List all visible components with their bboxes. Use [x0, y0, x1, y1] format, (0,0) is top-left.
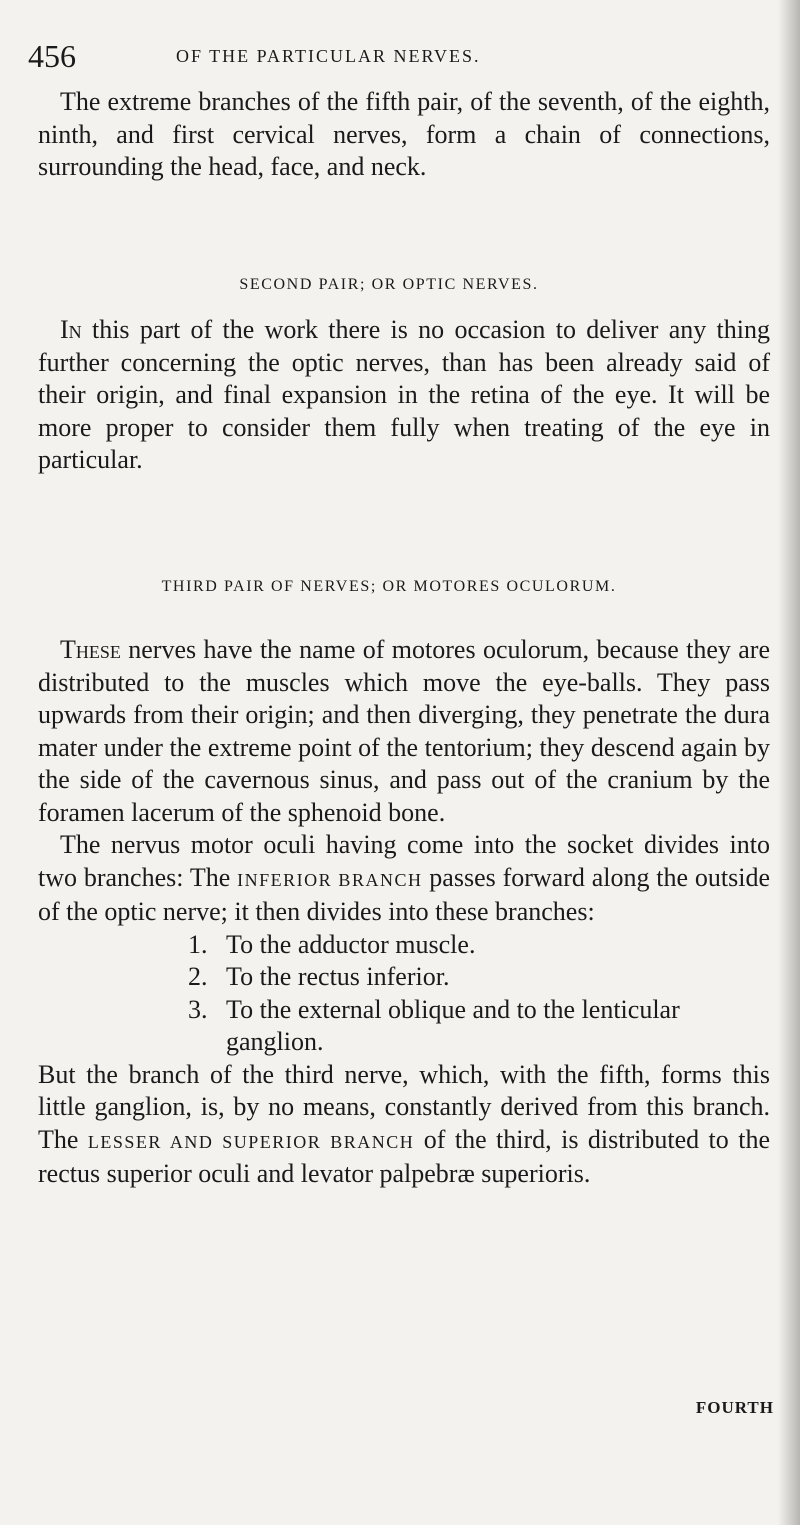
lesser-superior-branch-label: LESSER AND SUPERIOR BRANCH: [87, 1131, 415, 1152]
list-number: 1.: [188, 929, 208, 959]
third-pair-paragraph-3: [38, 1059, 770, 1191]
second-pair-block: [38, 314, 770, 477]
third-pair-lead: These: [60, 635, 121, 664]
list-item: [188, 994, 760, 1059]
second-pair-text: this part of the work there is no occasion to deliver any thing further concerning the optic nerves, than has been already said of their origin, and final expansion in the retina of the eye. It will be more proper to consider them fully when treating of the eye in particular.: [38, 315, 770, 474]
third-pair-paragraph-2: [38, 829, 770, 929]
branch-list: [38, 929, 770, 1059]
list-text: To the rectus inferior.: [226, 962, 450, 991]
third-pair-text-2b: passes forward along the outside of the optic nerve; it then divides into these branches:: [38, 862, 771, 926]
catchword: FOURTH: [695, 1398, 774, 1417]
third-pair-heading: THIRD PAIR OF NERVES; OR MOTORES OCULORUM.: [161, 578, 617, 595]
list-item: [188, 961, 760, 994]
inferior-branch-label: INFERIOR BRANCH: [237, 869, 423, 890]
second-pair-heading: SECOND PAIR; OR OPTIC NERVES.: [239, 276, 539, 293]
list-number: 3.: [188, 994, 208, 1024]
intro-paragraph: The extreme branches of the fifth pair, of the seventh, of the eighth, ninth, and first cervical nerves, form a chain of connections, surrounding the head, face, and neck.: [38, 87, 770, 181]
third-pair-text-1: nerves have the name of motores oculorum, because they are distributed to the muscles which move the eye-balls. They pass upwards from their origin; and then diverging, they penetrate the dura mater under the extreme point of the tentorium; they descend again by the side of the cavernous sinus, and pass out of the cranium by the foramen lacerum of the sphenoid bone.: [38, 635, 770, 827]
third-pair-text-3a: But the branch of the third nerve, which, with the fifth, forms this little ganglion, is, by no means, constantly derived from this branch. The: [38, 1059, 770, 1154]
page-edge-shadow: [778, 0, 800, 1525]
list-item: [188, 929, 760, 962]
page-number: 456: [28, 38, 76, 74]
running-head: OF THE PARTICULAR NERVES.: [176, 46, 481, 66]
list-text: To the adductor muscle.: [226, 929, 476, 959]
page-header: [28, 38, 760, 78]
third-pair-text-3b: of the third, is distributed to the rectus superior oculi and levator palpebræ superioris.: [38, 1124, 770, 1188]
list-text: To the external oblique and to the lenticular ganglion.: [226, 994, 680, 1056]
second-pair-lead: In: [60, 315, 82, 344]
third-pair-text-2a: The nervus motor oculi having come into the socket divides into two branches: The: [38, 830, 770, 892]
intro-block: [38, 86, 770, 184]
third-pair-block: [38, 634, 770, 1191]
third-pair-paragraph-1: [38, 634, 770, 829]
list-number: 2.: [188, 962, 208, 991]
second-pair-paragraph: [38, 314, 770, 477]
